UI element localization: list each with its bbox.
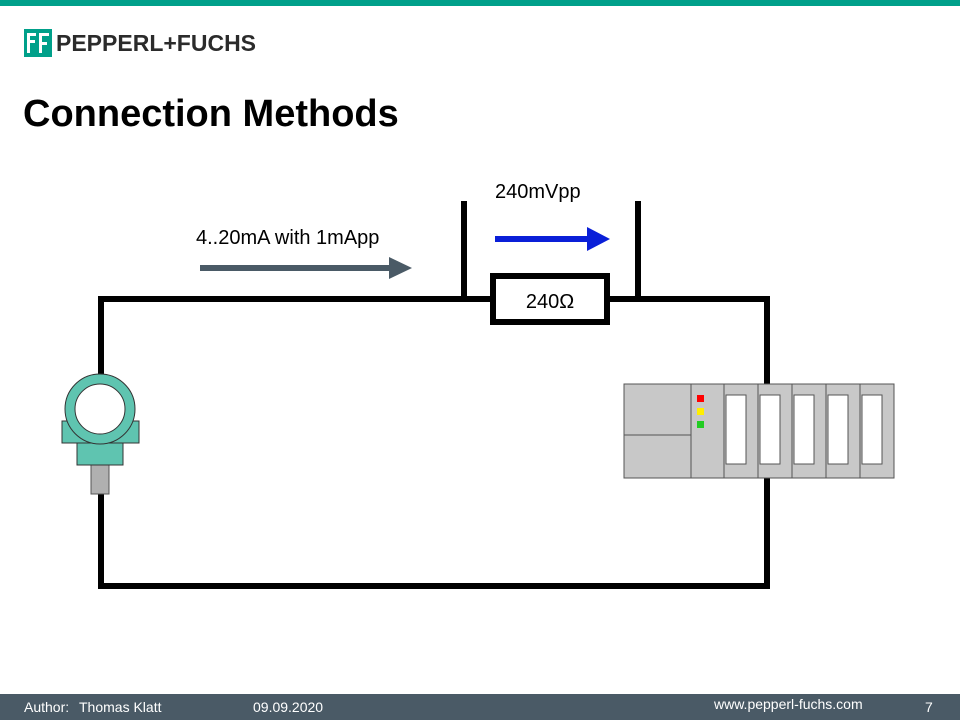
footer-bar bbox=[0, 694, 960, 720]
brand-name: PEPPERL+FUCHS bbox=[56, 30, 257, 56]
voltage-arrow-head bbox=[587, 227, 610, 251]
led-red bbox=[697, 395, 704, 402]
current-arrow-head bbox=[389, 257, 412, 279]
footer-date: 09.09.2020 bbox=[253, 699, 324, 715]
footer-website: www.pepperl-fuchs.com bbox=[714, 696, 863, 712]
footer-author-name: Thomas Klatt bbox=[79, 699, 162, 715]
loop-wire-top-left bbox=[101, 299, 493, 495]
voltage-label: 240mVpp bbox=[495, 181, 581, 203]
led-green bbox=[697, 421, 704, 428]
led-yellow bbox=[697, 408, 704, 415]
current-label: 4..20mA with 1mApp bbox=[196, 227, 380, 249]
footer-page-number: 7 bbox=[925, 699, 933, 715]
loop-wire-top-right bbox=[607, 299, 767, 384]
plc-rack-icon bbox=[624, 384, 894, 478]
loop-wire-bottom bbox=[101, 478, 767, 586]
transmitter-icon bbox=[62, 374, 139, 494]
resistor-label: 240Ω bbox=[525, 291, 575, 313]
footer-author-label: Author: bbox=[24, 699, 70, 715]
page-title: Connection Methods bbox=[23, 93, 399, 135]
